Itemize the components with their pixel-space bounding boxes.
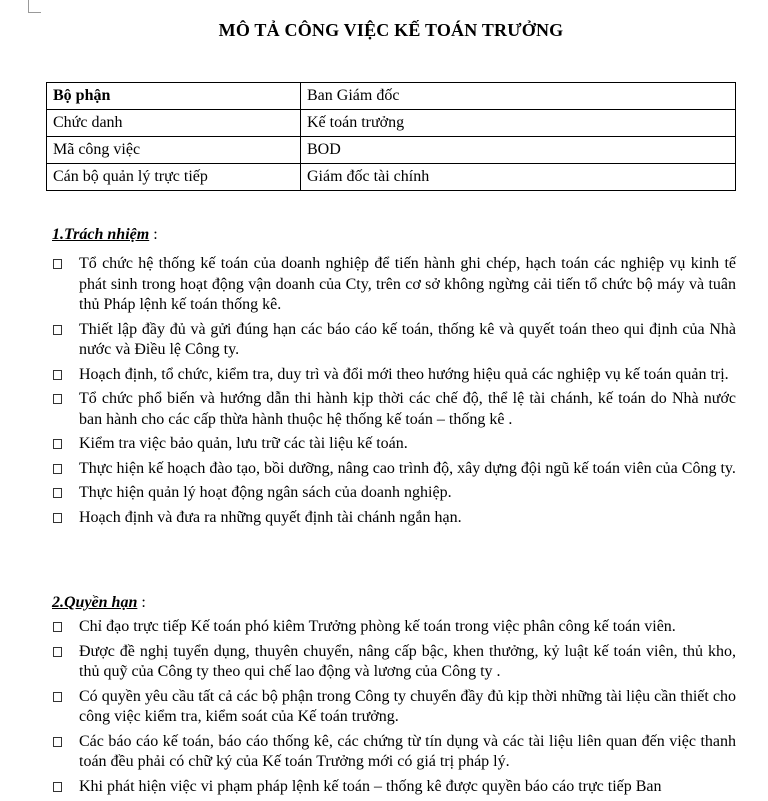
list-item	[46, 365, 736, 386]
section-heading-colon: :	[137, 594, 146, 611]
authority-list	[46, 617, 736, 801]
table-row	[47, 83, 736, 110]
section-heading-authority	[52, 594, 146, 612]
list-item	[46, 617, 736, 638]
list-item	[46, 732, 736, 773]
row-label: Mã công việc	[47, 137, 301, 164]
list-item-text: Thực hiện quản lý hoạt động ngân sách của doanh nghiệp.	[79, 484, 452, 501]
checkbox-bullet-icon	[53, 325, 62, 335]
checkbox-bullet-icon	[53, 370, 62, 380]
section-heading-text: 1.Trách nhiệm	[52, 226, 150, 243]
list-item	[46, 687, 736, 728]
list-item	[46, 459, 736, 480]
checkbox-bullet-icon	[53, 692, 62, 702]
section-heading-responsibilities	[52, 226, 158, 244]
list-item	[46, 642, 736, 683]
row-value: BOD	[301, 137, 736, 164]
section-heading-colon: :	[149, 226, 158, 243]
list-item-text: Khi phát hiện việc vi phạm pháp lệnh kế toán – thống kê được quyền báo cáo trực tiếp Ban	[79, 777, 662, 795]
list-item	[46, 254, 736, 316]
row-value: Ban Giám đốc	[301, 83, 736, 110]
table-row	[47, 164, 736, 191]
table-row	[47, 137, 736, 164]
list-item-text: Chỉ đạo trực tiếp Kế toán phó kiêm Trưởng phòng kế toán trong việc phân công kế toán viên.	[79, 618, 676, 635]
list-item-text: Các báo cáo kế toán, báo cáo thống kê, các chứng từ tín dụng và các tài liệu liên quan đến việc thanh toán đều phải có chữ ký của Kế toán Trưởng mới có giá trị pháp lý.	[79, 732, 736, 770]
list-item	[46, 508, 736, 529]
section-heading-text: 2.Quyền hạn	[52, 594, 138, 611]
list-item-text: Tổ chức hệ thống kế toán của doanh nghiệp để tiến hành ghi chép, hạch toán các nghiệp vụ kinh tế phát sinh trong hoạt động vận doanh của Cty, trên cơ sở không ngừng cải tiến tổ chức bộ máy và tuân thủ Pháp lệnh kế toán thống kê.	[79, 255, 736, 313]
list-item-text: Thiết lập đầy đủ và gửi đúng hạn các báo cáo kế toán, thống kê và quyết toán theo qui định của Nhà nước và Điều lệ Công ty.	[79, 320, 736, 358]
list-item-text: Hoạch định và đưa ra những quyết định tài chánh ngắn hạn.	[79, 508, 462, 526]
list-item-text: Kiểm tra việc bảo quản, lưu trữ các tài liệu kế toán.	[79, 435, 408, 452]
list-item-text: Tổ chức phổ biến và hướng dẫn thi hành kịp thời các chế độ, thể lệ tài chánh, kế toán do Nhà nước ban hành cho các cấp thừa hành thuộc hệ thống kế toán – thống kê .	[79, 390, 736, 428]
checkbox-bullet-icon	[53, 439, 62, 449]
list-item-text: Được đề nghị tuyển dụng, thuyên chuyển, nâng cấp bậc, khen thưởng, kỷ luật kế toán viên, thủ kho, thủ quỹ của Công ty theo qui chế lao động và lương của Công ty .	[79, 642, 736, 680]
document-title: MÔ TẢ CÔNG VIỆC KẾ TOÁN TRƯỞNG	[218, 20, 564, 40]
checkbox-bullet-icon	[53, 622, 62, 632]
row-label: Cán bộ quản lý trực tiếp	[47, 164, 301, 191]
list-item	[46, 434, 736, 455]
list-item-text: Thực hiện kế hoạch đào tạo, bồi dưỡng, nâng cao trình độ, xây dựng đội ngũ kế toán viên của Công ty.	[79, 459, 736, 477]
list-item	[46, 389, 736, 430]
list-item	[46, 483, 736, 504]
checkbox-bullet-icon	[53, 737, 62, 747]
checkbox-bullet-icon	[53, 488, 62, 498]
list-item-text: Có quyền yêu cầu tất cả các bộ phận trong Công ty chuyển đầy đủ kịp thời những tài liệu cần thiết cho công việc kiểm tra, kiểm soát của Kế toán trưởng.	[79, 687, 736, 725]
list-item	[46, 320, 736, 361]
list-item	[46, 777, 736, 798]
row-label: Bộ phận	[47, 83, 301, 110]
checkbox-bullet-icon	[53, 394, 62, 404]
checkbox-bullet-icon	[53, 259, 62, 269]
row-value: Giám đốc tài chính	[301, 164, 736, 191]
page-corner-mark	[28, 0, 41, 13]
checkbox-bullet-icon	[53, 782, 62, 792]
checkbox-bullet-icon	[53, 513, 62, 523]
list-item-text: Hoạch định, tổ chức, kiểm tra, duy trì và đổi mới theo hướng hiệu quả các nghiệp vụ kế toán quản trị.	[79, 365, 729, 383]
responsibilities-list	[46, 254, 736, 532]
row-label: Chức danh	[47, 110, 301, 137]
row-value: Kế toán trưởng	[301, 110, 736, 137]
checkbox-bullet-icon	[53, 647, 62, 657]
table-row	[47, 110, 736, 137]
job-info-table	[46, 82, 736, 191]
checkbox-bullet-icon	[53, 464, 62, 474]
